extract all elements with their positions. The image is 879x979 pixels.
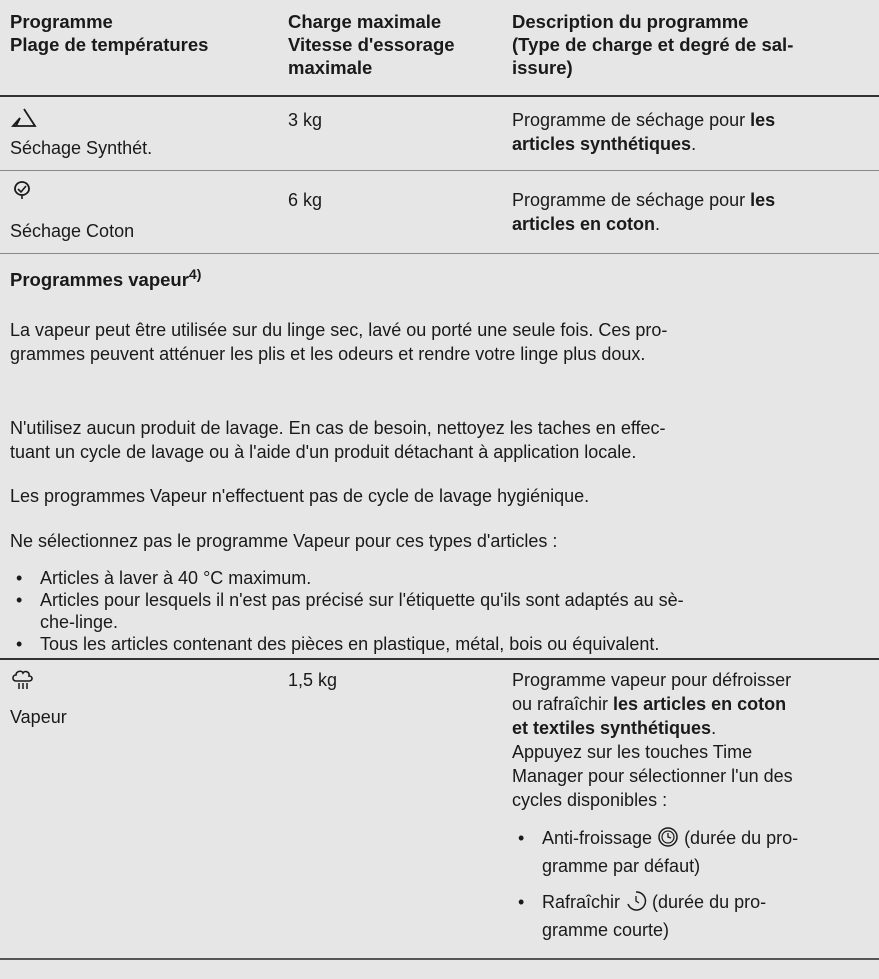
list-item: • Tous les articles contenant des pièces en plastique, métal, bois ou équivalent.: [10, 633, 870, 655]
cycle-option: • Anti-froissage (durée du pro- gramme par défaut): [518, 828, 799, 876]
row-divider: [0, 253, 879, 254]
triangle-dry-synthetic-icon: [10, 106, 38, 135]
cotton-dry-icon: [10, 178, 34, 207]
clock-short-icon: [625, 890, 647, 918]
table-bottom-border: [0, 958, 879, 960]
header-divider: [0, 95, 879, 97]
section-divider: [0, 658, 879, 660]
steam-paragraph-2: N'utilisez aucun produit de lavage. En cas de besoin, nettoyez les taches en effec- tuant un cycle de lavage ou à l'aide d'un produit détachant à application locale.: [10, 418, 666, 462]
header-col-programme: Programme Plage de températures: [10, 11, 209, 55]
program-name: Séchage Coton: [10, 221, 135, 241]
program-name: Séchage Synthét.: [10, 138, 153, 158]
steam-paragraph-3: Les programmes Vapeur n'effectuent pas de cycle de lavage hygiénique.: [10, 486, 590, 506]
program-description: Programme de séchage pour les articles en coton.: [512, 190, 776, 234]
header-col-charge: Charge maximale Vitesse d'essorage maximale: [288, 11, 455, 78]
steam-paragraph-1: La vapeur peut être utilisée sur du linge sec, lavé ou porté une seule fois. Ces pro- grammes peuvent atténuer les plis et les odeurs et rendre votre linge plus doux.: [10, 320, 668, 364]
steam-paragraph-4: Ne sélectionnez pas le programme Vapeur pour ces types d'articles :: [10, 531, 558, 551]
section-title: Programmes vapeur$^{4)}$: [10, 266, 202, 291]
program-description: Programme vapeur pour défroisser ou rafraîchir les articles en coton et textiles synthétiques. Appuyez sur les touches Time Manager pour sélectionner l'un des cycles disponibles :: [512, 670, 793, 810]
max-load: 3 kg: [288, 110, 323, 130]
program-description: Programme de séchage pour les articles synthétiques.: [512, 110, 776, 154]
max-load: 6 kg: [288, 190, 323, 210]
program-name: Vapeur: [10, 707, 67, 727]
list-item: • Articles à laver à 40 °C maximum.: [10, 567, 870, 589]
steam-exclusion-list: [10, 567, 870, 655]
header-col-description: Description du programme (Type de charge et degré de sal- issure): [512, 11, 794, 78]
steam-icon: [10, 667, 36, 698]
list-item: • Articles pour lesquels il n'est pas précisé sur l'étiquette qu'ils sont adaptés au sè- che-linge.: [10, 589, 870, 633]
row-divider: [0, 170, 879, 171]
cycle-option: • Rafraîchir (durée du pro- gramme courte): [518, 892, 767, 940]
clock-full-icon: [657, 826, 679, 854]
max-load: 1,5 kg: [288, 670, 338, 690]
